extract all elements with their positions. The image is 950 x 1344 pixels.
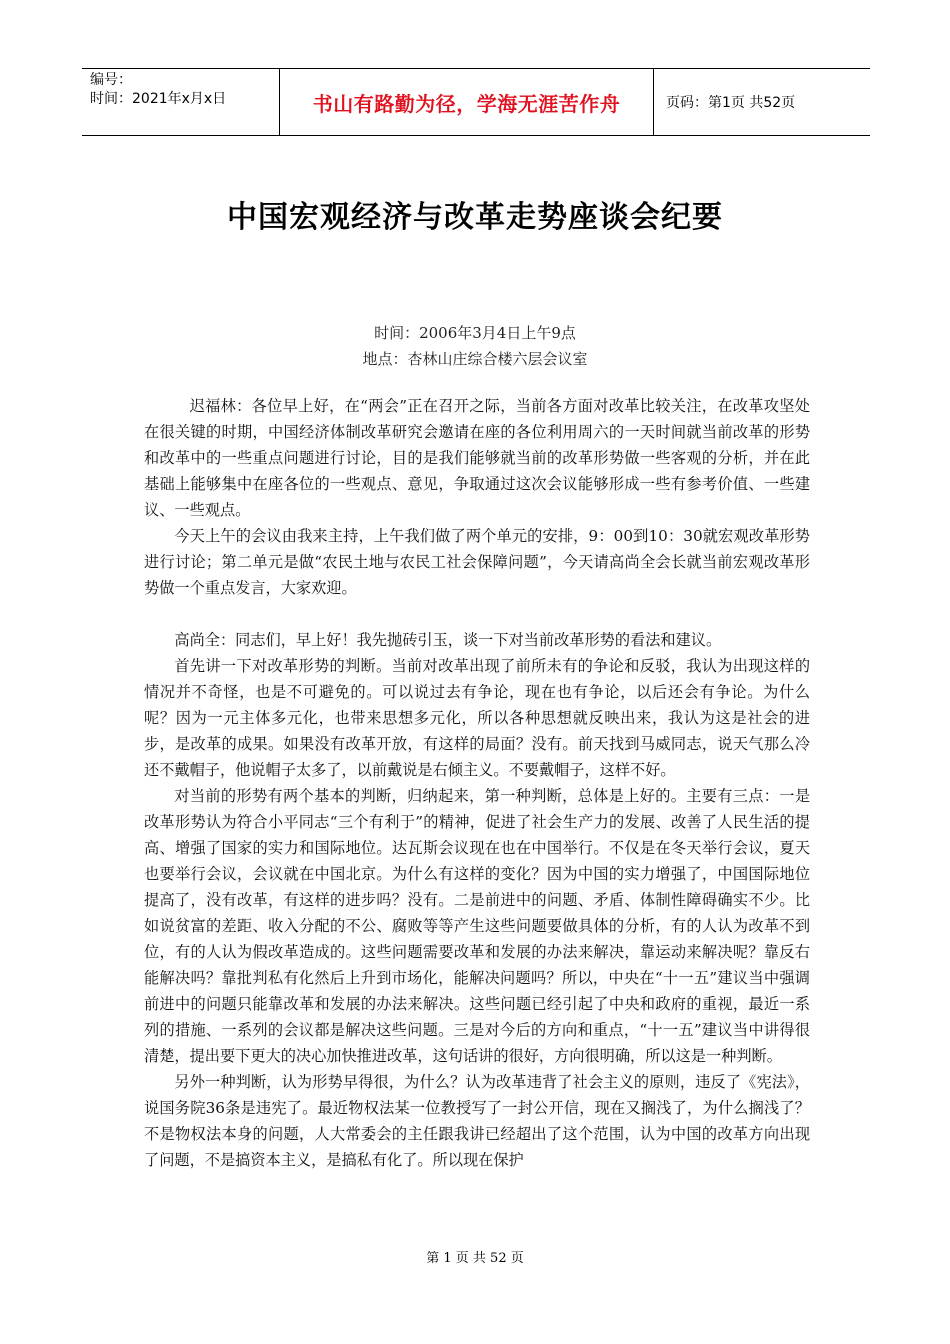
page-footer: 第 1 页 共 52 页 <box>426 1251 524 1266</box>
number-label: 编号： <box>90 72 132 88</box>
paragraph: 另外一种判断，认为形势早得很，为什么？认为改革违背了社会主义的原则，违反了《宪法》，说国务院36条是违宪了。最近物权法某一位教授写了一封公开信，现在又搁浅了，为什么搁浅了？不是物权法本身的问题，人大常委会的主任跟我讲已经超出了这个范围，认为中国的改革方向出现了问题，不是搞资本主义，是搞私有化了。所以现在保护 <box>144 1073 810 1169</box>
document-body <box>144 393 810 1173</box>
paragraph: 对当前的形势有两个基本的判断，归纳起来，第一种判断，总体是上好的。主要有三点：一是改革形势认为符合小平同志“三个有利于”的精神，促进了社会生产力的发展、改善了人民生活的提高、增强了国家的实力和国际地位。达瓦斯会议现在也在中国举行。不仅是在冬天举行会议，夏天也要举行会议，会议就在中国北京。为什么有这样的变化？因为中国的实力增强了，中国国际地位提高了，没有改革，有这样的进步吗？没有。二是前进中的问题、矛盾、体制性障碍确实不少。比如说贫富的差距、收入分配的不公、腐败等等产生这些问题要做具体的分析，有的人认为改革不到位，有的人认为假改革造成的。这些问题需要改革和发展的办法来解决，靠运动来解决呢？靠反右能解决吗？靠批判私有化然后上升到市场化，能解决问题吗？所以，中央在“十一五”建议当中强调前进中的问题只能靠改革和发展的办法来解决。这些问题已经引起了中央和政府的重视，最近一系列的措施、一系列的会议都是解决这些问题。三是对今后的方向和重点，“十一五”建议当中讲得很清楚，提出要下更大的决心加快推进改革，这句话讲的很好，方向很明确，所以这是一种判断。 <box>144 787 810 1065</box>
header-motto-cell <box>280 69 654 135</box>
paragraph: 今天上午的会议由我来主持，上午我们做了两个单元的安排，9：00到10：30就宏观改革形势进行讨论；第二单元是做“农民土地与农民工社会保障问题”，今天请高尚全会长就当前宏观改革形势做一个重点发言，大家欢迎。 <box>144 527 810 597</box>
meeting-time: 时间：2006年3月4日上午9点 <box>374 324 576 342</box>
date-label: 时间：2021年x月x日 <box>90 91 227 107</box>
page-code: 页码：第1页 共52页 <box>666 95 796 111</box>
document-title: 中国宏观经济与改革走势座谈会纪要 <box>227 200 723 235</box>
meeting-place: 地点：杏林山庄综合楼六层会议室 <box>362 350 588 368</box>
paragraph: 首先讲一下对改革形势的判断。当前对改革出现了前所未有的争论和反驳，我认为出现这样的情况并不奇怪，也是不可避免的。可以说过去有争论，现在也有争论，以后还会有争论。为什么呢？因为一元主体多元化，也带来思想多元化，所以各种思想就反映出来，我认为这是社会的进步，是改革的成果。如果没有改革开放，有这样的局面？没有。前天找到马威同志，说天气那么冷还不戴帽子，他说帽子太多了，以前戴说是右倾主义。不要戴帽子，这样不好。 <box>144 657 810 779</box>
header-info-cell <box>82 69 280 135</box>
motto-text: 书山有路勤为径，学海无涯苦作舟 <box>312 91 621 116</box>
paragraph: 高尚全：同志们，早上好！我先抛砖引玉，谈一下对当前改革形势的看法和建议。 <box>174 631 722 649</box>
paragraph: 迟福林：各位早上好，在“两会”正在召开之际，当前各方面对改革比较关注，在改革攻坚处在很关键的时期，中国经济体制改革研究会邀请在座的各位利用周六的一天时间就当前改革的形势和改革中的一些重点问题进行讨论，目的是我们能够就当前的改革形势做一些客观的分析，并在此基础上能够集中在座各位的一些观点、意见，争取通过这次会议能够形成一些有参考价值、一些建议、一些观点。 <box>144 397 810 519</box>
page-header <box>82 68 870 136</box>
